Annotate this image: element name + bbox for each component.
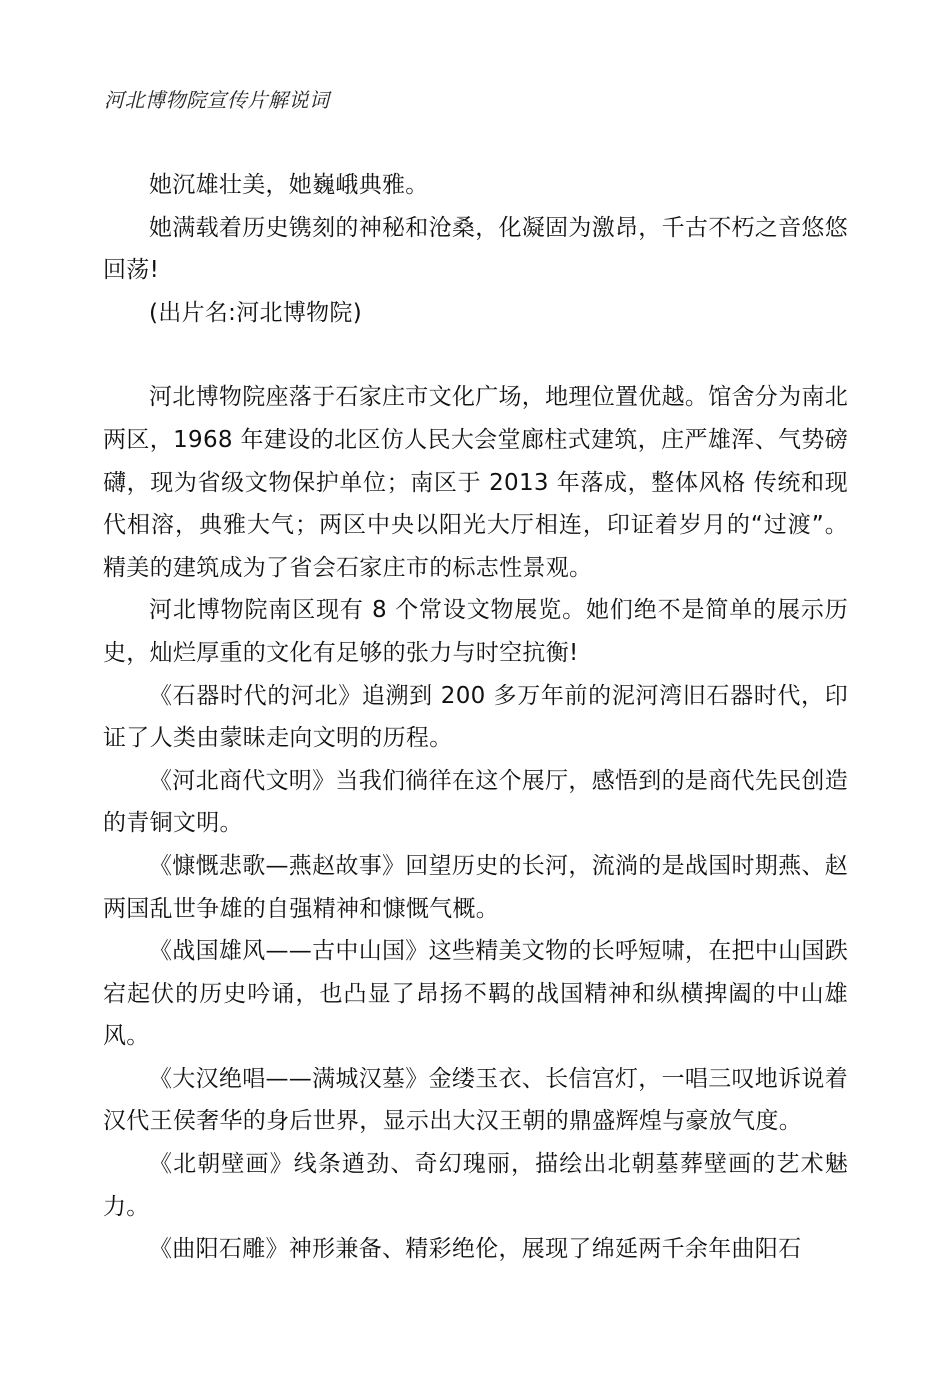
paragraph-exhibit-yan-zhao: 《慷慨悲歌—燕赵故事》回望历史的长河，流淌的是战国时期燕、赵两国乱世争雄的自强精神和慷慨气概。 [103,852,848,922]
paragraph-exhibit-shang: 《河北商代文明》当我们徜徉在这个展厅，感悟到的是商代先民创造的青铜文明。 [103,767,848,837]
paragraph-intro-2: 她满载着历史镌刻的神秘和沧桑，化凝固为激昂，千古不朽之音悠悠回荡! [103,214,848,284]
paragraph-museum-intro: 河北博物院座落于石家庄市文化广场，地理位置优越。馆舍分为南北两区，1968 年建设的北区仿人民大会堂廊柱式建筑，庄严雄浑、气势磅礴，现为省级文物保护单位；南区于 2013 年落成，整体风格 传统和现代相溶，典雅大气；两区中央以阳光大厅相连，印证着岁月的“过渡”。精美的建筑成为了省会石家庄市的标志性景观。 [103,384,848,581]
document-header: 河北博物院宣传片解说词 [104,88,330,112]
paragraph-exhibit-stone-age: 《石器时代的河北》追溯到 200 多万年前的泥河湾旧石器时代，印证了人类由蒙昧走向文明的历程。 [103,682,848,752]
document-body [103,164,848,1271]
paragraph-exhibitions: 河北博物院南区现有 8 个常设文物展览。她们绝不是简单的展示历史，灿烂厚重的文化有足够的张力与时空抗衡! [103,597,848,666]
paragraph-exhibit-zhongshan: 《战国雄风——古中山国》这些精美文物的长呼短啸，在把中山国跌宕起伏的历史吟诵，也凸显了昂扬不羁的战国精神和纵横捭阖的中山雄风。 [103,938,848,1050]
paragraph-title-card: (出片名:河北博物院) [149,299,362,326]
paragraph-exhibit-han-tombs: 《大汉绝唱——满城汉墓》金缕玉衣、长信宫灯，一唱三叹地诉说着汉代王侯奢华的身后世界，显示出大汉王朝的鼎盛辉煌与豪放气度。 [103,1065,848,1135]
paragraph-intro-1: 她沉雄壮美，她巍峨典雅。 [149,172,429,198]
paragraph-exhibit-murals: 《北朝壁画》线条遒劲、奇幻瑰丽，描绘出北朝墓葬壁画的艺术魅力。 [103,1151,848,1220]
paragraph-exhibit-quyang: 《曲阳石雕》神形兼备、精彩绝伦，展现了绵延两千余年曲阳石 [149,1236,802,1263]
